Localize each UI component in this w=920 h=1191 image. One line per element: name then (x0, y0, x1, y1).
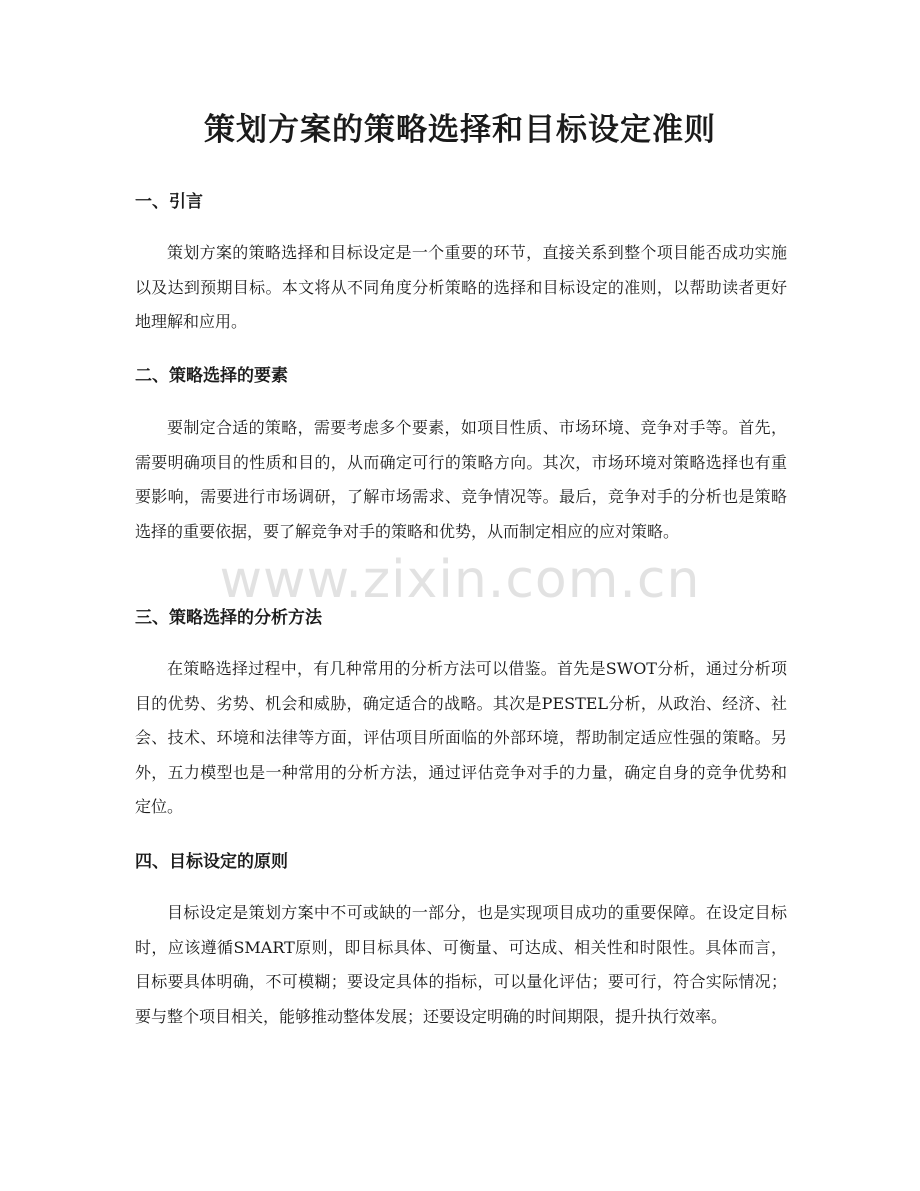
section-heading: 四、目标设定的原则 (135, 852, 288, 872)
section-strategy-elements (135, 364, 787, 549)
section-paragraph: 要制定合适的策略，需要考虑多个要素，如项目性质、市场环境、竞争对手等。首先，需要明确项目的性质和目的，从而确定可行的策略方向。其次，市场环境对策略选择也有重要影响，需要进行市场调研，了解市场需求、竞争情况等。最后，竞争对手的分析也是策略选择的重要依据，要了解竞争对手的策略和优势，从而制定相应的应对策略。 (135, 418, 787, 541)
section-paragraph: 策划方案的策略选择和目标设定是一个重要的环节，直接关系到整个项目能否成功实施以及达到预期目标。本文将从不同角度分析策略的选择和目标设定的准则，以帮助读者更好地理解和应用。 (135, 243, 787, 331)
section-paragraph: 在策略选择过程中，有几种常用的分析方法可以借鉴。首先是SWOT分析，通过分析项目的优势、劣势、机会和威胁，确定适合的战略。其次是PESTEL分析，从政治、经济、社会、技术、环境和法律等方面，评估项目所面临的外部环境，帮助制定适应性强的策略。另外，五力模型也是一种常用的分析方法，通过评估竞争对手的力量，确定自身的竞争优势和定位。 (135, 659, 787, 816)
section-heading: 二、策略选择的要素 (135, 366, 288, 386)
section-heading: 三、策略选择的分析方法 (135, 608, 322, 628)
section-paragraph: 目标设定是策划方案中不可或缺的一部分，也是实现项目成功的重要保障。在设定目标时，应该遵循SMART原则，即目标具体、可衡量、可达成、相关性和时限性。具体而言，目标要具体明确，不可模糊；要设定具体的指标，可以量化评估；要可行，符合实际情况；要与整个项目相关，能够推动整体发展；还要设定明确的时间期限，提升执行效率。 (135, 903, 787, 1026)
section-analysis-methods (135, 606, 787, 825)
document-title: 策划方案的策略选择和目标设定准则 (204, 112, 716, 148)
section-heading: 一、引言 (135, 192, 203, 212)
watermark: www.zixin.com.cn (219, 550, 701, 610)
section-introduction (135, 190, 787, 340)
section-goal-principles (135, 850, 787, 1034)
